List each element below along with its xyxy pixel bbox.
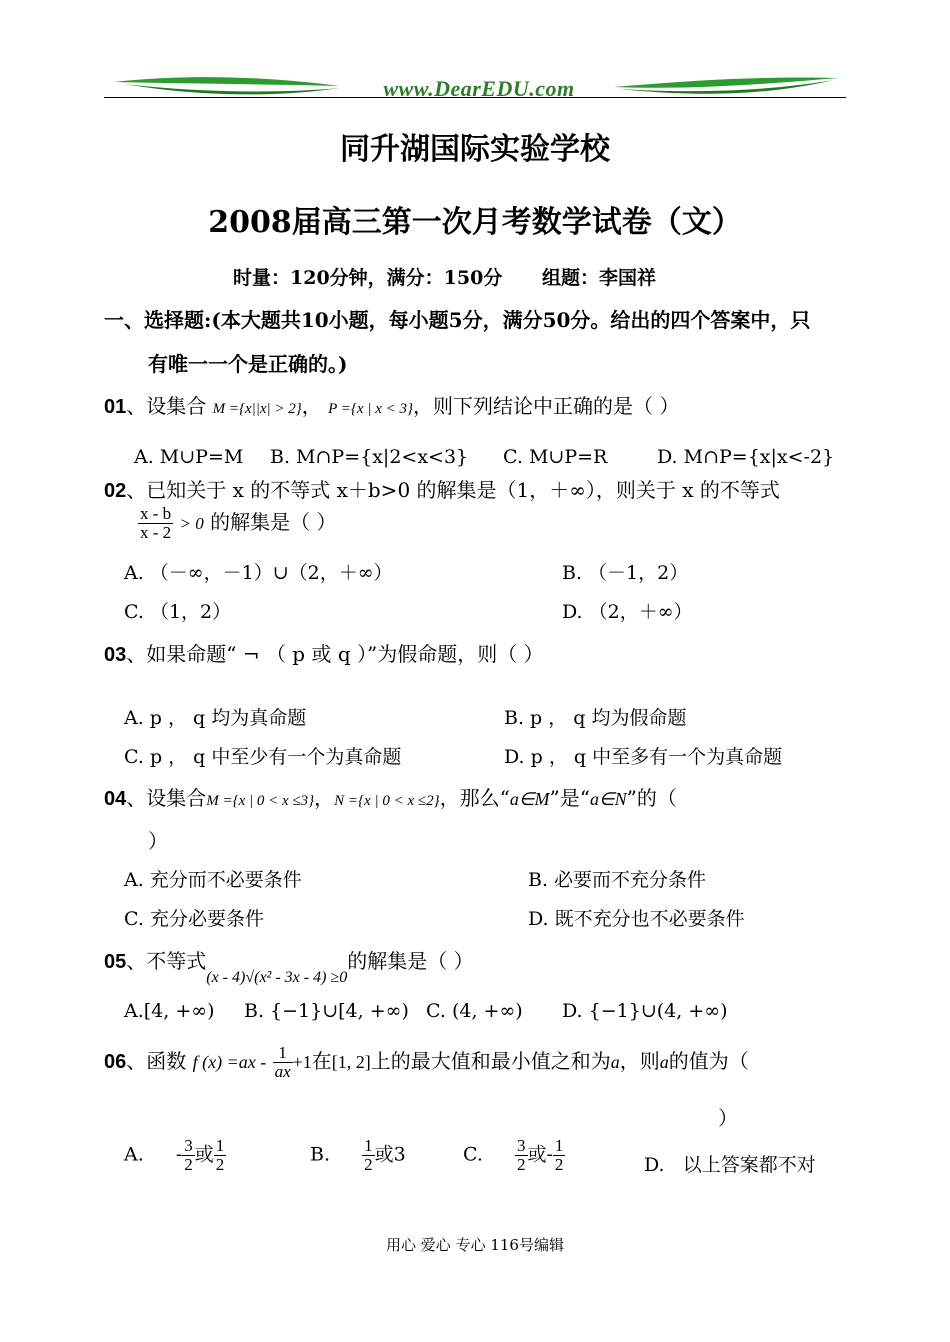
question-text: 、函数 (126, 1048, 187, 1073)
option-b: B. （－1，2） (562, 562, 689, 584)
option-c (463, 1137, 565, 1174)
fraction-denominator: ax (274, 1061, 291, 1081)
option-a: A. （－∞，－1）∪（2，＋∞） (124, 562, 393, 584)
question-number: 03 (104, 644, 127, 666)
option-d: D. M∩P={x|x<-2} (657, 446, 835, 468)
minus-sign: - (175, 1143, 183, 1166)
fraction (515, 1137, 528, 1174)
option-c: C. （1，2） (124, 601, 232, 623)
set-m: M ={x | 0 < x ≤3} (206, 793, 315, 809)
option-text: 或 (194, 1143, 214, 1166)
question-text: 的值为（ (668, 1048, 749, 1073)
fraction-numerator: 1 (273, 1044, 293, 1063)
question-2-line2 (138, 505, 336, 542)
option-b: B. {−1}∪[4, +∞) (244, 1000, 409, 1022)
option-b: B. M∩P={x|2<x<3} (270, 446, 469, 468)
fraction-numerator: x - b (140, 504, 172, 523)
exam-title: 2008届高三第一次月考数学试卷（文） (208, 205, 742, 240)
variable-a: a (659, 1051, 669, 1072)
question-text: 、设集合 (126, 786, 207, 810)
fraction (553, 1137, 566, 1174)
fraction-numerator: 3 (184, 1136, 193, 1155)
page-footer: 用心 爱心 专心 116号编辑 (386, 1236, 564, 1254)
option-b (310, 1137, 406, 1174)
question-text: ，则 (619, 1048, 660, 1073)
interval: [1, 2] (331, 1051, 371, 1072)
site-url: www.DearEDU.com (383, 76, 575, 101)
question-text: ，则下列结论中正确的是（ ） (412, 394, 680, 418)
function-expression: f (x) =ax - (192, 1051, 267, 1072)
option-c: C. (4, +∞) (426, 1000, 523, 1022)
question-number: 01 (104, 396, 127, 418)
option-c: C. M∪P=R (503, 446, 608, 468)
fraction (273, 1044, 293, 1081)
question-2 (104, 474, 780, 503)
question-text: ，那么“ (439, 786, 510, 810)
option-a: A. p ， q 均为真命题 (124, 707, 307, 729)
inequality: > 0 (179, 513, 204, 533)
option-a: A.[4, +∞) (124, 1000, 215, 1022)
fraction (182, 1137, 195, 1174)
exam-meta: 时量：120分钟，满分：150分 组题：李国祥 (233, 267, 657, 289)
question-3 (104, 638, 544, 667)
option-a: A. M∪P=M (134, 446, 244, 468)
option-d: D. （2，＋∞） (562, 601, 693, 623)
variable-a: a (610, 1051, 620, 1072)
question-number: 04 (104, 788, 127, 810)
condition-a-in-m: a∈M (509, 789, 550, 809)
fraction-denominator: 2 (554, 1154, 564, 1174)
question-number: 02 (104, 480, 127, 502)
fraction-denominator: 2 (517, 1154, 526, 1174)
option-d: D. {−1}∪(4, +∞) (562, 1000, 728, 1022)
question-number: 06 (104, 1050, 127, 1073)
section-heading-line1: 一、选择题:(本大题共10小题，每小题5分，满分50分。给出的四个答案中，只 (104, 308, 811, 332)
option-c: C. 充分必要条件 (124, 908, 264, 930)
fraction-numerator: 1 (215, 1136, 225, 1155)
fraction-numerator: 3 (517, 1136, 526, 1155)
question-1: 01、设集合 M ={x||x| > 2}， P ={x | x < 3}，则下列结论中正确的是（ ） (104, 394, 680, 418)
question-text: 、已知关于 x 的不等式 x＋b>0 的解集是（1，＋∞），则关于 x 的不等式 (126, 478, 780, 502)
set-n: N ={x | 0 < x ≤2} (334, 793, 440, 809)
school-name: 同升湖国际实验学校 (340, 132, 610, 167)
option-a: A. 充分而不必要条件 (124, 869, 302, 891)
section-heading-line2: 有唯一一个是正确的。) (148, 352, 348, 376)
fraction (138, 505, 173, 542)
question-text: 、如果命题“ ¬ （ p 或 q ）”为假命题，则（ ） (126, 642, 544, 666)
option-d: D. 以上答案都不对 (644, 1154, 816, 1176)
option-label: B. (310, 1143, 331, 1166)
set-m: M ={x||x| > 2} (212, 401, 302, 417)
inequality-expression: (x - 4)√(x² - 3x - 4) ≥0 (206, 969, 348, 986)
question-4-line2: ） (148, 829, 168, 853)
question-4: 04、设集合M ={x | 0 < x ≤3}，N ={x | 0 < x ≤2}，那么“a∈M”是“a∈N”的（ (104, 786, 677, 810)
header-rule (104, 97, 846, 98)
question-text: 的解集是（ ） (347, 949, 474, 973)
option-d: D. 既不充分也不必要条件 (528, 908, 745, 930)
question-text: 在 (311, 1048, 332, 1073)
question-text: 、设集合 (126, 394, 207, 418)
fraction-denominator: 2 (184, 1154, 193, 1174)
question-text: 上的最大值和最小值之和为 (370, 1048, 611, 1073)
option-a (124, 1137, 226, 1174)
fraction-denominator: x - 2 (140, 522, 172, 542)
option-text: 或- (527, 1143, 553, 1166)
question-number: 05 (104, 951, 127, 973)
question-6-line2: ） (718, 1106, 738, 1130)
question-text: 、不等式 (126, 949, 207, 973)
fraction (214, 1137, 227, 1174)
set-p: P ={x | x < 3} (328, 401, 413, 417)
option-b: B. 必要而不充分条件 (528, 869, 707, 891)
question-6 (104, 1044, 749, 1081)
fraction-denominator: 2 (364, 1154, 373, 1174)
question-text: 的解集是（ ） (210, 509, 337, 534)
question-text: ”的（ (626, 786, 677, 810)
condition-a-in-n: a∈N (589, 789, 627, 809)
fraction-numerator: 1 (364, 1136, 373, 1155)
fraction (362, 1137, 375, 1174)
fraction-denominator: 2 (215, 1154, 225, 1174)
question-text: ”是“ (549, 786, 590, 810)
option-label: C. (463, 1143, 483, 1166)
option-c: C. p ， q 中至少有一个为真命题 (124, 746, 402, 768)
fraction-numerator: 1 (554, 1136, 564, 1155)
option-label: A. (124, 1143, 144, 1166)
option-d: D. p ， q 中至多有一个为真命题 (504, 746, 783, 768)
function-tail: +1 (292, 1051, 312, 1072)
site-banner (104, 70, 846, 104)
option-b: B. p ， q 均为假命题 (504, 707, 687, 729)
option-text: 或3 (374, 1143, 406, 1166)
